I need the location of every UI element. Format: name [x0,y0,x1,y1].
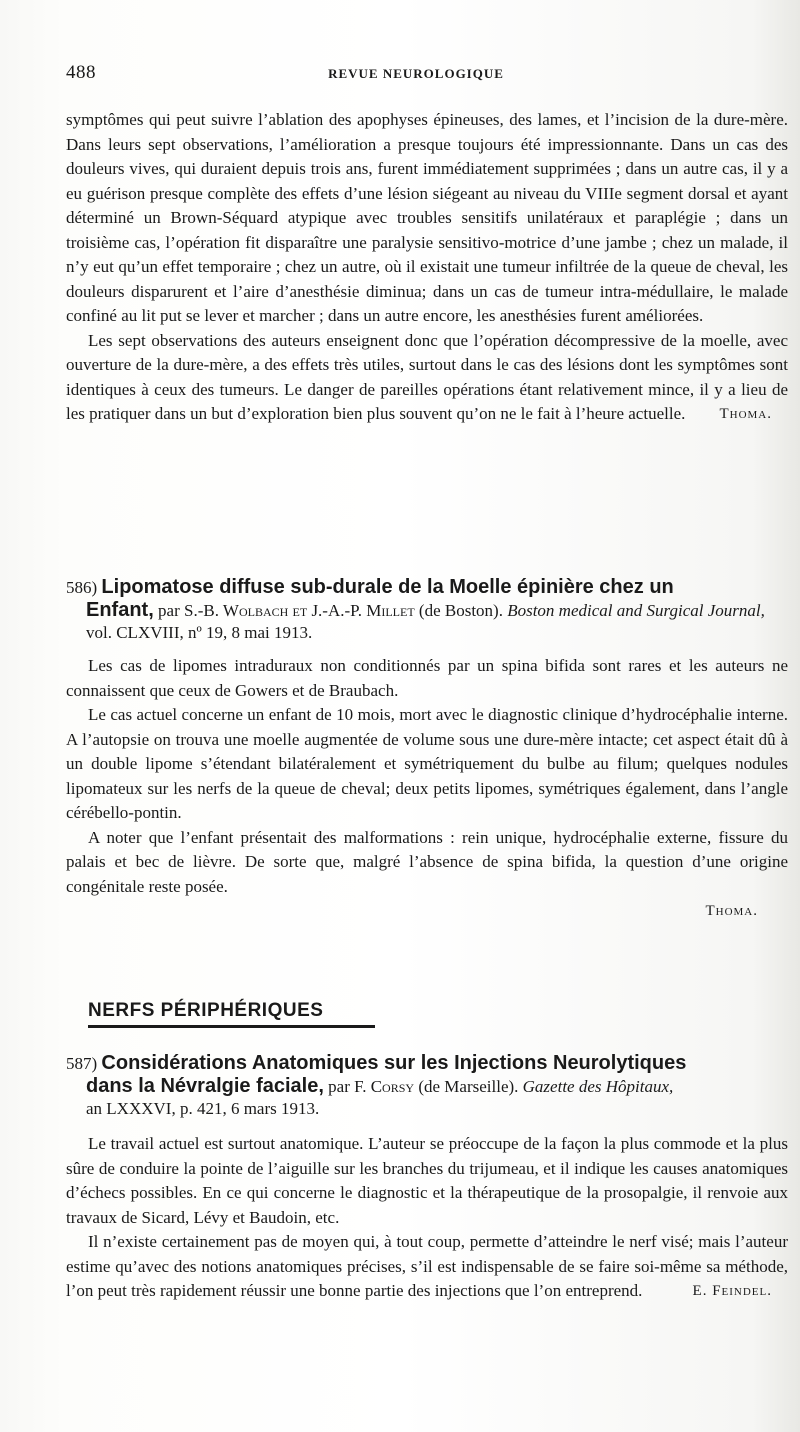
paragraph [66,329,788,427]
page-number: 488 [66,62,96,83]
running-title: REVUE NEUROLOGIQUE [328,66,504,81]
article-title-line [66,1075,788,1098]
by-word: par [158,601,180,620]
article-title: Lipomatose diffuse sub-durale de la Moelle épinière chez un [101,576,674,598]
paragraph: Le travail actuel est surtout anatomique. L’auteur se préoccupe de la façon la plus commode et la plus sûre de conduire la pointe de l’aiguille sur les branches du trijumeau, et il indique les causes anatomiques d’échecs possibles. En ce qui concerne le diagnostic et la thérapeutique de la prosopalgie, il renvoie aux travaux de Sicard, Lévy et Baudoin, etc. [66,1134,788,1227]
article-586-body [66,654,788,924]
journal-name: Gazette des Hôpitaux, [522,1077,674,1096]
author-signature: Thoma. [705,903,758,919]
article-587-body [66,1132,788,1304]
article-title: Considérations Anatomiques sur les Injections Neurolytiques [101,1052,687,1074]
paragraph: Les cas de lipomes intraduraux non conditionnés par un spina bifida sont rares et les auteurs ne connaissent que ceux de Gowers et de Braubach. [66,656,788,700]
article-586-heading [66,576,788,644]
previous-article-body [66,108,788,427]
article-title-line [66,599,788,622]
journal-reference: vol. CLXVIII, nº 19, 8 mai 1913. [86,623,313,642]
journal-name: Boston medical and Surgical Journal, [507,601,765,620]
article-587-heading [66,1052,788,1120]
paragraph-text: Il n’existe certainement pas de moyen qui, à tout coup, permette d’atteindre le nerf visé; mais l’auteur estime qu’avec des notions anatomiques précises, s’il est indispensable de se faire soi-même sa méthode, l’on peut très rapidement réussir une bonne partie des injections que l’on entreprend. [66,1232,788,1300]
paragraph: symptômes qui peut suivre l’ablation des apophyses épineuses, des lames, et l’incision de la dure-mère. Dans leurs sept observations, l’amélioration a presque toujours été impressionnante. Dans un cas des douleurs vives, qui duraient depuis trois ans, furent immédiatement supprimées ; dans un autre cas, il y a eu guérison presque complète des effets d’une lésion siégeant au niveau du VIIIe segment dorsal et ayant déterminé un Brown-Séquard atypique avec troubles sensitifs unilatéraux et paraplégie ; dans un troisième cas, l’opération fit disparaître une paralysie sensitivo-motrice d’une jambe ; chez un malade, il n’y eut qu’un effet temporaire ; chez un autre, où il existait une tumeur infiltrée de la queue de cheval, les douleurs disparurent et l’aire d’anesthésie diminua; dans un cas de tumeur intra-médullaire, le malade confiné au lit put se lever et marcher ; dans un autre encore, les anesthésies furent améliorées. [66,110,788,325]
section-title: NERFS PÉRIPHÉRIQUES [88,1000,324,1021]
paragraph [66,1230,788,1304]
section-rule [88,1025,375,1028]
paragraph: A noter que l’enfant présentait des malformations : rein unique, hydrocéphalie externe, fissure du palais et bec de lièvre. De sorte que, malgré l’absence de spina bifida, la question d’une origine congénitale reste posée. [66,827,788,896]
paragraph: Le cas actuel concerne un enfant de 10 mois, mort avec le diagnostic clinique d’hydrocéphalie interne. A l’autopsie on trouva une moelle augmentée de volume sous une dure-mère intacte; cet aspect était dû à un double lipome s’étendant bilatéralement et symétriquement du bulbe au filum; quelques nodules lipomateux sur les nerfs de la queue de cheval; deux petits lipomes, symétriques également, dans l’angle cérébello-pontin. [66,705,788,822]
journal-reference: an LXXXVI, p. 421, 6 mars 1913. [86,1099,320,1118]
article-authors: S.-B. Wolbach et J.-A.-P. Millet [184,601,415,620]
article-authors: F. Corsy [354,1077,415,1096]
article-reference-line [66,1098,788,1120]
author-signature: E. Feindel. [692,1283,772,1299]
article-title-line [66,576,788,599]
author-signature: Thoma. [719,406,772,422]
article-reference-line [66,622,788,644]
paragraph-text: Les sept observations des auteurs enseignent donc que l’opération décompressive de la moelle, avec ouverture de la dure-mère, a des effets très utiles, surtout dans le cas des lésions dont les symptômes sont identiques à ceux des tumeurs. Le danger de pareilles opérations étant relativement mince, il y a lieu de les pratiquer dans un but d’exploration bien plus souvent qu’on ne le fait à l’heure actuelle. [66,330,788,423]
article-number: 587) [66,1054,98,1073]
article-number: 586) [66,578,98,597]
author-affiliation: (de Boston). [418,601,503,620]
author-affiliation: (de Marseille). [418,1077,519,1096]
article-title-line [66,1052,788,1075]
page-header [66,62,766,86]
article-title-continued: dans la Névralgie faciale, [86,1075,324,1097]
article-title-continued: Enfant, [86,599,154,621]
by-word: par [328,1077,350,1096]
